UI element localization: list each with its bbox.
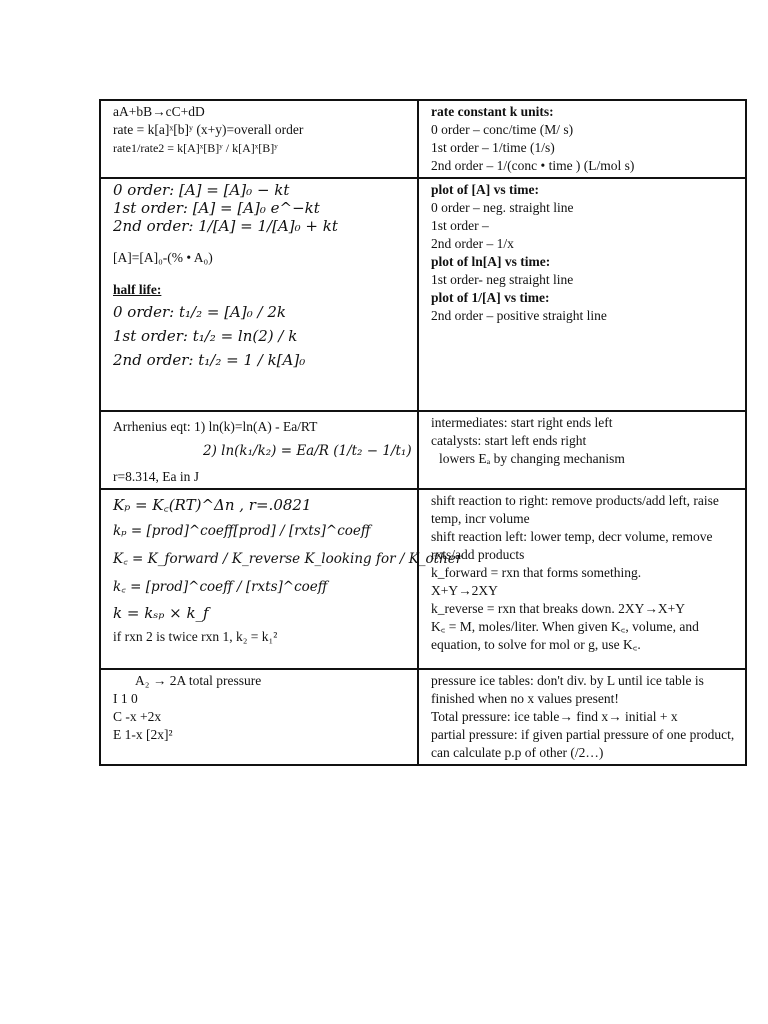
cell-integrated-rate-laws bbox=[100, 178, 418, 411]
text-heading: rate constant k units: bbox=[431, 104, 554, 119]
text-line: 1st order – 1/time (1/s) bbox=[431, 140, 555, 155]
text-line: 2) ln(k₁/k₂) = Ea/R (1/t₂ − 1/t₁) bbox=[203, 443, 412, 459]
text-line: I 1 0 bbox=[113, 691, 138, 706]
cell-le-chatelier bbox=[418, 489, 746, 669]
cell-equilibrium-constants bbox=[100, 489, 463, 669]
text-heading: half life: bbox=[113, 282, 162, 297]
text-line: X+Y→2XY bbox=[431, 583, 498, 598]
text-line: 0 order: t₁/₂ = [A]₀ / 2k bbox=[113, 303, 286, 321]
text-line: K꜀ = M, moles/liter. When given K꜀, volume, and equation, to solve for mol or g, use K꜀. bbox=[431, 619, 699, 652]
cell-pressure-ice bbox=[418, 669, 746, 765]
text-line: 1st order – bbox=[431, 218, 489, 233]
cell-plots bbox=[418, 178, 746, 411]
text-line: [A]=[A]₀-(% • A₀) bbox=[113, 250, 213, 265]
text-line: 2nd order – 1/(conc • time ) (L/mol s) bbox=[431, 158, 635, 173]
text-heading: plot of 1/[A] vs time: bbox=[431, 290, 550, 305]
text-line: 0 order: [A] = [A]₀ − kt bbox=[113, 181, 290, 199]
text-line: C -x +2x bbox=[113, 709, 162, 724]
text-line: 2nd order – 1/x bbox=[431, 236, 514, 251]
text-line: k_reverse = rxn that breaks down. 2XY→X+Y bbox=[431, 601, 686, 616]
text-line: intermediates: start right ends left bbox=[431, 415, 613, 430]
text-line: lowers Eₐ by changing mechanism bbox=[439, 451, 625, 466]
text-line: 2nd order: t₁/₂ = 1 / k[A]₀ bbox=[113, 351, 306, 369]
text-line: A₂ → 2A total pressure bbox=[135, 673, 262, 688]
cell-intermediates-catalysts bbox=[418, 411, 746, 489]
text-line: 0 order – neg. straight line bbox=[431, 200, 574, 215]
table-row bbox=[100, 669, 746, 765]
text-line: E 1-x [2x]² bbox=[113, 727, 173, 742]
text-line: Total pressure: ice table→ find x→ initial + x bbox=[431, 709, 678, 724]
spacer bbox=[113, 267, 407, 281]
text-line: 1st order: [A] = [A]₀ e^−kt bbox=[113, 199, 320, 217]
text-line: 0 order – conc/time (M/ s) bbox=[431, 122, 574, 137]
text-line: rate = k[a]ˣ[b]ʸ (x+y)=overall order bbox=[113, 122, 304, 137]
text-line: partial pressure: if given partial pressure of one product, can calculate p.p of other (/2…) bbox=[431, 727, 735, 760]
formula-table bbox=[99, 99, 747, 766]
text-heading: plot of ln[A] vs time: bbox=[431, 254, 551, 269]
text-line: catalysts: start left ends right bbox=[431, 433, 587, 448]
cell-ice-table bbox=[100, 669, 418, 765]
text-line: r=8.314, Ea in J bbox=[113, 469, 199, 484]
text-line: aA+bB→cC+dD bbox=[113, 104, 205, 119]
text-line: shift reaction to right: remove products/add left, raise temp, incr volume bbox=[431, 493, 719, 526]
text-line: pressure ice tables: don't div. by L until ice table is finished when no x values present! bbox=[431, 673, 704, 706]
cell-arrhenius bbox=[100, 411, 418, 489]
text-line: kₚ = [prod]^coeff[prod] / [rxts]^coeff bbox=[113, 523, 371, 539]
text-line: 2nd order – positive straight line bbox=[431, 308, 607, 323]
text-line: rate1/rate2 = k[A]ˣ[B]ʸ / k[A]ˣ[B]ʸ bbox=[113, 141, 278, 155]
table-row bbox=[100, 178, 746, 411]
text-line: k = kₛₚ × k_f bbox=[113, 604, 209, 622]
cell-rate-constant-units bbox=[418, 100, 746, 178]
text-line: Arrhenius eqt: 1) ln(k)=ln(A) - Ea/RT bbox=[113, 419, 318, 434]
text-heading: plot of [A] vs time: bbox=[431, 182, 539, 197]
table-row bbox=[100, 100, 746, 178]
text-line: 1st order- neg straight line bbox=[431, 272, 574, 287]
text-line: k꜀ = [prod]^coeff / [rxts]^coeff bbox=[113, 579, 328, 595]
table-row bbox=[100, 411, 746, 489]
spacer bbox=[113, 235, 407, 249]
text-line: 2nd order: 1/[A] = 1/[A]₀ + kt bbox=[113, 217, 338, 235]
table-row bbox=[100, 489, 746, 669]
text-line: if rxn 2 is twice rxn 1, k₂ = k₁² bbox=[113, 629, 278, 644]
text-line: K꜀ = K_forward / K_reverse K_looking for / K_other bbox=[113, 551, 463, 567]
text-line: shift reaction left: lower temp, decr volume, remove rxts/add products bbox=[431, 529, 713, 562]
text-line: Kₚ = K꜀(RT)^Δn , r=.0821 bbox=[113, 496, 312, 514]
text-line: k_forward = rxn that forms something. bbox=[431, 565, 642, 580]
cell-reaction-rate bbox=[100, 100, 418, 178]
text-line: 1st order: t₁/₂ = ln(2) / k bbox=[113, 327, 298, 345]
